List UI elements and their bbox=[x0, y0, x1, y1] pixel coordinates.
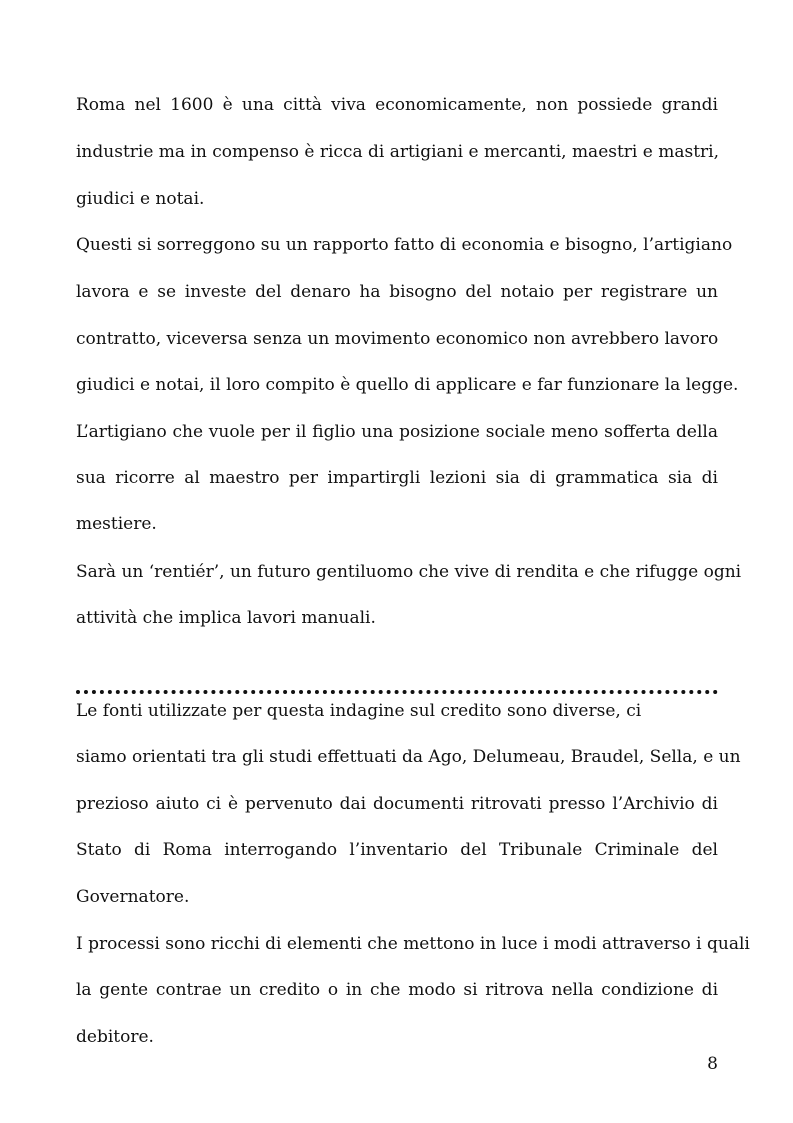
text-line: Questi si sorreggono su un rapporto fatto di economia e bisogno, l’artigiano bbox=[76, 235, 733, 255]
text-line: Sarà un ‘rentiér’, un futuro gentiluomo che vive di rendita e che rifugge ogni bbox=[76, 562, 742, 582]
text-line: mestiere. bbox=[76, 514, 157, 534]
text-line: industrie ma in compenso è ricca di artigiani e mercanti, maestri e mastri, bbox=[76, 142, 720, 162]
text-line: giudici e notai. bbox=[76, 189, 205, 209]
text-line: L’artigiano che vuole per il figlio una posizione sociale meno sofferta della bbox=[76, 422, 718, 442]
text-line: Stato di Roma interrogando l’inventario del Tribunale Criminale del bbox=[76, 840, 718, 860]
text-line: lavora e se investe del denaro ha bisogno del notaio per registrare un bbox=[76, 282, 718, 302]
text-line: I processi sono ricchi di elementi che mettono in luce i modi attraverso i quali bbox=[76, 934, 750, 954]
text-line: Le fonti utilizzate per questa indagine sul credito sono diverse, ci bbox=[76, 701, 642, 721]
page-number: 8 bbox=[707, 1054, 718, 1074]
text-line: Governatore. bbox=[76, 887, 190, 907]
text-line: contratto, viceversa senza un movimento economico non avrebbero lavoro bbox=[76, 329, 719, 349]
text-line: Roma nel 1600 è una città viva economicamente, non possiede grandi bbox=[76, 95, 718, 115]
text-line: giudici e notai, il loro compito è quello di applicare e far funzionare la legge. bbox=[76, 375, 739, 395]
text-line: siamo orientati tra gli studi effettuati da Ago, Delumeau, Braudel, Sella, e un bbox=[76, 747, 741, 767]
text-line: prezioso aiuto ci è pervenuto dai documenti ritrovati presso l’Archivio di bbox=[76, 794, 718, 814]
text-line: attività che implica lavori manuali. bbox=[76, 608, 376, 628]
text-line: la gente contrae un credito o in che modo si ritrova nella condizione di bbox=[76, 980, 718, 1000]
text-line: debitore. bbox=[76, 1027, 154, 1047]
text-line: sua ricorre al maestro per impartirgli lezioni sia di grammatica sia di bbox=[76, 468, 718, 488]
dotted-divider bbox=[76, 690, 718, 694]
